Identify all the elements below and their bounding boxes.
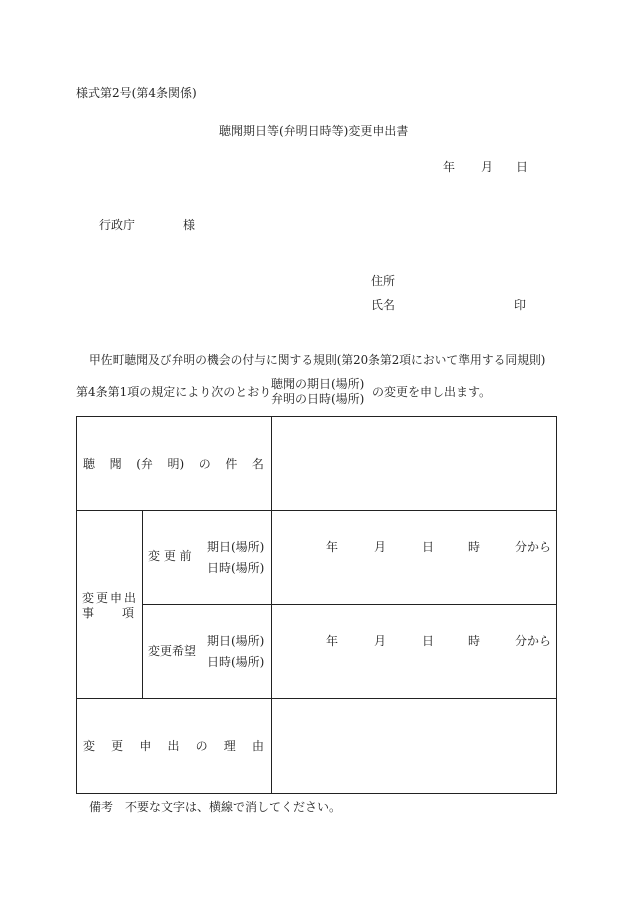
before-day: 日 (422, 540, 435, 554)
before-sub-date-place: 期日(場所) (207, 540, 265, 554)
reason-field[interactable] (272, 699, 555, 792)
body-line-1: 甲佐町聴聞及び弁明の機会の付与に関する規則(第20条第2項において準用する同規則) (89, 353, 546, 367)
date-year: 年 (443, 160, 456, 174)
body-line-2-pre: 第4条第1項の規定により次のとおり (76, 385, 272, 399)
wish-minute-from: 分から (515, 634, 552, 648)
before-minute-from: 分から (515, 540, 552, 554)
row-divider-2 (142, 604, 557, 605)
recipient-label: 行政庁 (99, 218, 136, 232)
option-explanation-date: 弁明の日時(場所) (271, 392, 365, 406)
before-month: 月 (374, 540, 387, 554)
case-name-label: 聴 聞 (弁 明) の 件 名 (83, 457, 264, 471)
before-year: 年 (326, 540, 339, 554)
row-divider-1 (76, 510, 557, 511)
before-label: 変 更 前 (148, 549, 192, 563)
reason-label: 変 更 申 出 の 理 由 (83, 739, 264, 753)
wish-label: 変更希望 (148, 644, 197, 658)
wish-month: 月 (374, 634, 387, 648)
change-items-label-line-1: 変更申出 (82, 591, 139, 605)
wish-sub-date-place: 期日(場所) (207, 634, 265, 648)
body-line-2-post: の変更を申し出ます。 (372, 385, 492, 399)
before-hour: 時 (468, 540, 481, 554)
wish-day: 日 (422, 634, 435, 648)
wish-year: 年 (326, 634, 339, 648)
note: 備考 不要な文字は、横線で消してください。 (89, 800, 342, 814)
form-number: 様式第2号(第4条関係) (76, 86, 197, 100)
seal-mark: 印 (514, 298, 527, 312)
wish-sub-time-place: 日時(場所) (207, 655, 265, 669)
before-sub-time-place: 日時(場所) (207, 561, 265, 575)
case-name-field[interactable] (272, 417, 555, 510)
document-title: 聴聞期日等(弁明日時等)変更申出書 (219, 124, 409, 138)
name-label: 氏名 (371, 298, 396, 312)
option-hearing-date: 聴聞の期日(場所) (271, 377, 365, 391)
recipient-honorific: 様 (183, 218, 196, 232)
change-items-label-line-2: 事 項 (82, 606, 134, 620)
body-options (271, 377, 364, 407)
date-day: 日 (516, 160, 529, 174)
date-month: 月 (481, 160, 494, 174)
address-label: 住所 (371, 274, 396, 288)
form-table (76, 416, 557, 794)
wish-hour: 時 (468, 634, 481, 648)
